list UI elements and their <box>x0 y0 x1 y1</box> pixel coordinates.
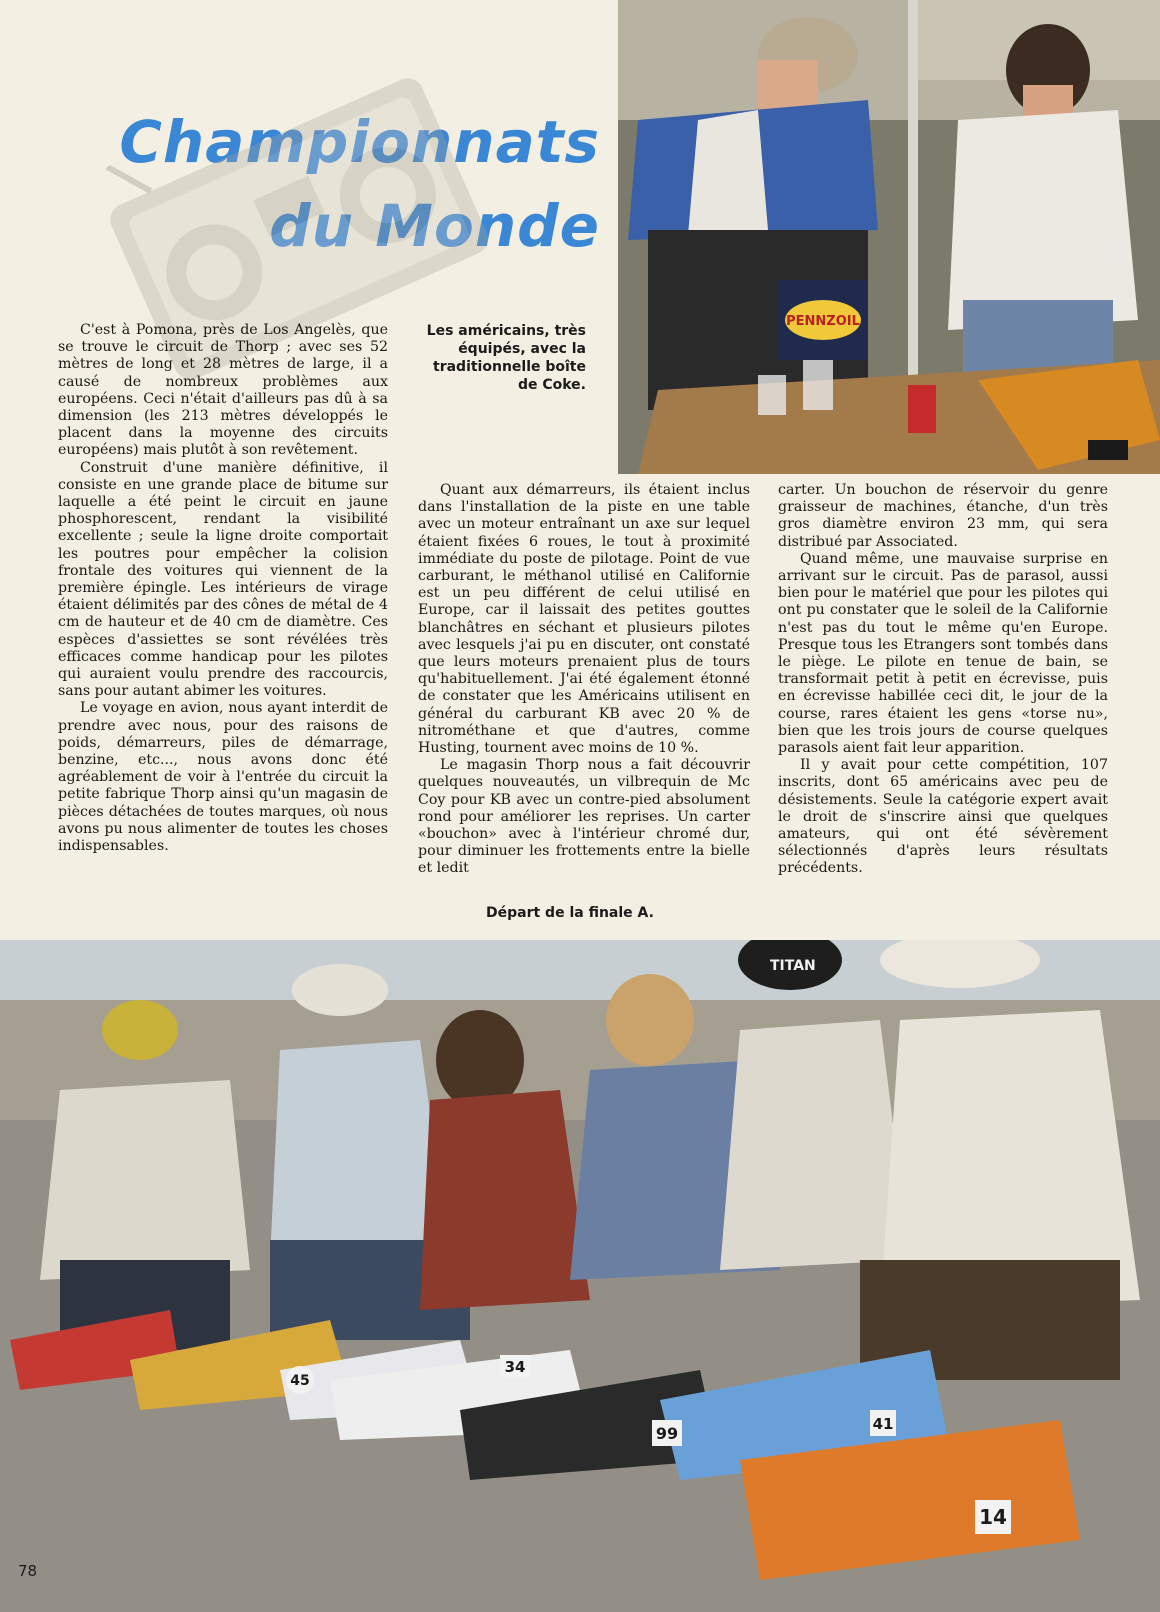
car-number-1: 45 <box>290 1373 310 1389</box>
column-3-paragraph-2: Quand même, une mauvaise surprise en arrivant sur le circuit. Pas de parasol, aussi bien pour le matériel que pour les pilotes qui ont pu constater que le soleil de la Californie n'est pas du tout le même qu'en Europe. Presque tous les Etrangers sont tombés dans le piège. Le pilote en tenue de bain, se transformait petit à petit en écrevisse, puis en écrevisse habillée ceci dit, le jour de la course, rares étaient les gens «torse nu», bien que les trois jours de course quelques parasols aient fait leur apparition. <box>778 550 1108 757</box>
car-number-5: 14 <box>979 1505 1007 1529</box>
column-1-paragraph-3: Le voyage en avion, nous ayant interdit de prendre avec nous, pour des raisons de poids, démarreurs, piles de démarrage, benzine, etc..., nous avons donc été agréablement de voir à l'entrée du circuit la petite fabrique Thorp ainsi qu'un magasin de pièces détachées de toutes marques, où nous avons pu nous alimenter de toutes les choses indispensables. <box>58 700 388 855</box>
title-line-1: Championnats <box>119 108 600 176</box>
column-3-paragraph-3: Il y avait pour cette compétition, 107 inscrits, dont 65 américains avec peu de désistements. Seule la catégorie expert avait le droit de s'inscrire ainsi que quelques amateurs, qui ont été sévèrement sélectionnés d'après leurs résultats précédents. <box>778 757 1108 877</box>
article-column-2 <box>418 482 750 878</box>
car-number-4: 41 <box>872 1415 894 1433</box>
column-2-paragraph-1: Quant aux démarreurs, ils étaient inclus dans l'installation de la piste en une table avec un moteur entraînant un axe sur lequel étaient fixées 6 roues, le tout à proximité immédiate du poste de pilotage. Point de vue carburant, le méthanol utilisé en Californie est un peu différent de celui utilisé en Europe, car il laissait des petites gouttes blanchâtres en séchant et plusieurs pilotes avec lesquels j'ai pu en discuter, ont constaté que leurs moteurs prenaient plus de tours qu'habituellement. J'ai été également étonné de constater que les Américains utilisent en général du carburant KB avec 20 % de nitrométhane et que d'autres, comme Husting, tournent avec moins de 10 %. <box>418 482 750 757</box>
titan-cap-text: TITAN <box>770 958 816 974</box>
photo-final-a-start <box>0 940 1160 1612</box>
article-column-3 <box>778 482 1108 878</box>
title-line-2: du Monde <box>269 192 600 260</box>
car-number-3: 99 <box>655 1424 679 1443</box>
column-1-paragraph-1: C'est à Pomona, près de Los Angelès, que se trouve le circuit de Thorp ; avec ses 52 mètres de long et 28 mètres de large, il a causé de nombreux problèmes aux européens. Ceci n'était d'ailleurs pas dû à sa dimension (les 213 mètres développés le placent dans la moyenne des circuits européens) mais plutôt à son revêtement. <box>58 322 388 459</box>
column-3-paragraph-1: carter. Un bouchon de réservoir du genre graisseur de machines, étanche, d'un très gros diamètre environ 23 mm, qui sera distribué par Associated. <box>778 482 1108 550</box>
column-1-paragraph-2: Construit d'une manière définitive, il consiste en une grande place de bitume sur laquelle a été peint le circuit en jaune phosphorescent, rendant la visibilité excellente ; seule la ligne droite comportait les poutres pour empêcher la colision frontale des voitures qui viennent de la première épingle. Les intérieurs de virage étaient délimités par des cônes de métal de 4 cm de hauteur et de 40 cm de diamètre. Ces espèces d'assiettes se sont révélées très efficaces comme handicap pour les pilotes qui auraient voulu prendre des raccourcis, sans pour autant abimer les voitures. <box>58 459 388 700</box>
column-2-paragraph-2: Le magasin Thorp nous a fait découvrir quelques nouveautés, un vilbrequin de Mc Coy pour KB avec un contre-pied absolument rond pour améliorer les reprises. Un carter «bouchon» avec à l'intérieur chromé dur, pour diminuer les frottements entre la bielle et ledit <box>418 757 750 877</box>
article-column-1 <box>58 322 388 855</box>
pennzoil-sign-text: PENNZOIL <box>786 314 860 329</box>
photo-american-pit-table <box>618 0 1160 474</box>
photo-caption-top: Les américains, très équipés, avec la traditionnelle boîte de Coke. <box>426 323 586 393</box>
photo-caption-bottom: Départ de la finale A. <box>486 905 654 921</box>
page-number: 78 <box>18 1562 38 1580</box>
article-title <box>60 100 600 268</box>
car-number-2: 34 <box>504 1358 526 1376</box>
